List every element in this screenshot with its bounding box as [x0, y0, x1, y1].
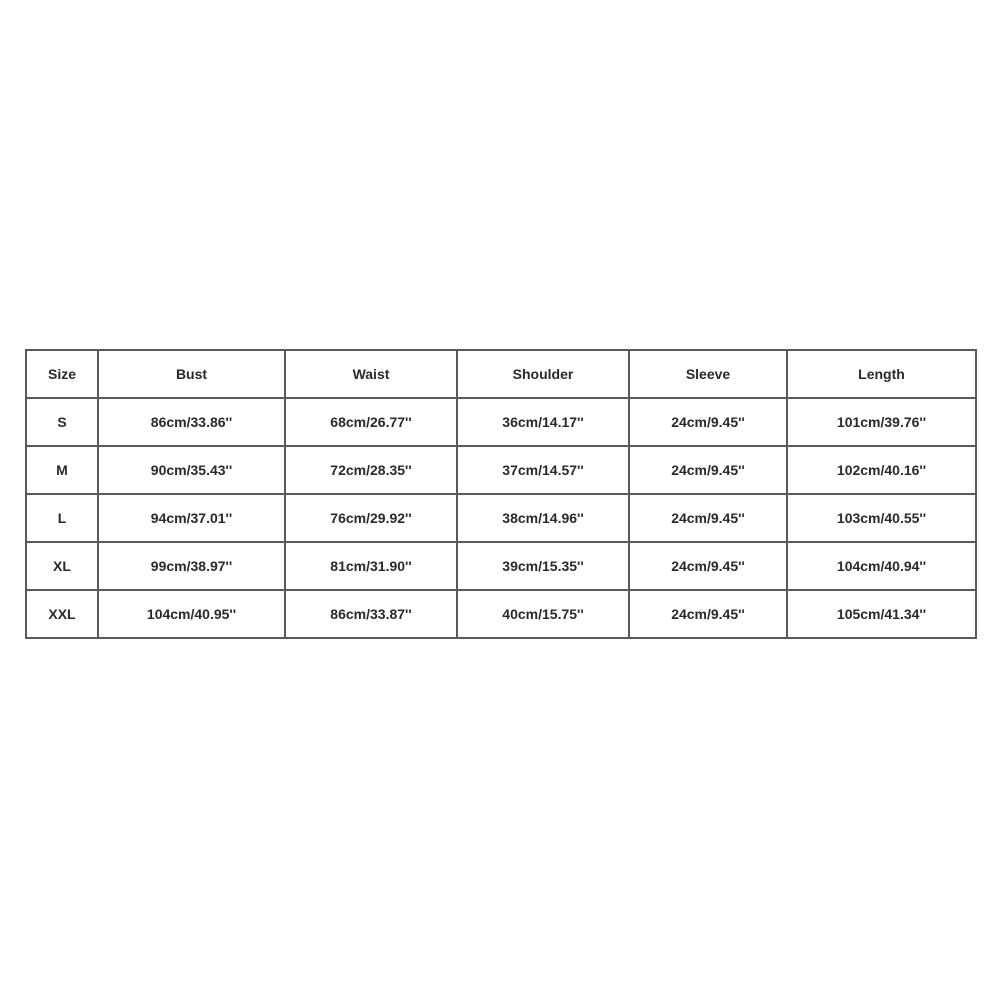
cell-waist: 72cm/28.35''	[285, 446, 457, 494]
cell-size: M	[26, 446, 98, 494]
cell-waist: 68cm/26.77''	[285, 398, 457, 446]
cell-length: 103cm/40.55''	[787, 494, 976, 542]
cell-waist: 76cm/29.92''	[285, 494, 457, 542]
cell-bust: 99cm/38.97''	[98, 542, 285, 590]
cell-size: XXL	[26, 590, 98, 638]
table-row	[26, 446, 976, 494]
header-bust: Bust	[98, 350, 285, 398]
header-shoulder: Shoulder	[457, 350, 629, 398]
header-row	[26, 350, 976, 398]
cell-sleeve: 24cm/9.45''	[629, 590, 787, 638]
cell-bust: 86cm/33.86''	[98, 398, 285, 446]
cell-size: XL	[26, 542, 98, 590]
cell-bust: 90cm/35.43''	[98, 446, 285, 494]
cell-shoulder: 37cm/14.57''	[457, 446, 629, 494]
table-row	[26, 542, 976, 590]
cell-waist: 81cm/31.90''	[285, 542, 457, 590]
cell-bust: 104cm/40.95''	[98, 590, 285, 638]
table-body	[26, 398, 976, 638]
cell-sleeve: 24cm/9.45''	[629, 398, 787, 446]
cell-waist: 86cm/33.87''	[285, 590, 457, 638]
cell-size: S	[26, 398, 98, 446]
cell-length: 104cm/40.94''	[787, 542, 976, 590]
cell-sleeve: 24cm/9.45''	[629, 494, 787, 542]
cell-shoulder: 39cm/15.35''	[457, 542, 629, 590]
cell-length: 101cm/39.76''	[787, 398, 976, 446]
cell-sleeve: 24cm/9.45''	[629, 542, 787, 590]
cell-sleeve: 24cm/9.45''	[629, 446, 787, 494]
table-header	[26, 350, 976, 398]
table-row	[26, 494, 976, 542]
cell-length: 105cm/41.34''	[787, 590, 976, 638]
header-size: Size	[26, 350, 98, 398]
header-waist: Waist	[285, 350, 457, 398]
cell-shoulder: 38cm/14.96''	[457, 494, 629, 542]
size-chart-table	[25, 349, 977, 639]
table-row	[26, 590, 976, 638]
cell-size: L	[26, 494, 98, 542]
header-length: Length	[787, 350, 976, 398]
cell-shoulder: 40cm/15.75''	[457, 590, 629, 638]
cell-bust: 94cm/37.01''	[98, 494, 285, 542]
cell-shoulder: 36cm/14.17''	[457, 398, 629, 446]
table-row	[26, 398, 976, 446]
header-sleeve: Sleeve	[629, 350, 787, 398]
cell-length: 102cm/40.16''	[787, 446, 976, 494]
